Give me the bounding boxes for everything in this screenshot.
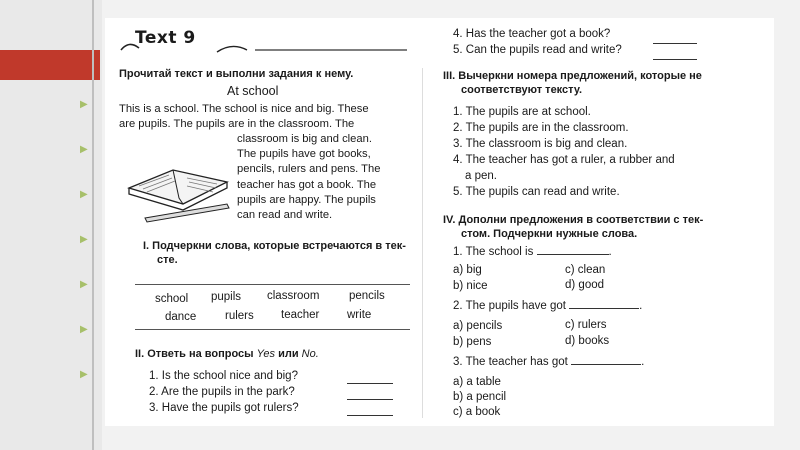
answer-option[interactable]: c) clean	[565, 264, 606, 276]
answer-option[interactable]: b) a pencil	[453, 391, 507, 403]
answer-blank[interactable]	[347, 414, 393, 416]
column-divider	[422, 68, 423, 418]
answer-blank[interactable]	[569, 307, 639, 309]
story-line: The pupils have got books,	[237, 148, 371, 161]
task2-heading: II. Ответь на вопросы Yes или No.	[135, 348, 319, 360]
word-option[interactable]: write	[347, 309, 372, 321]
answer-option[interactable]: d) good	[565, 279, 605, 291]
answer-blank[interactable]	[537, 253, 609, 255]
statement-item[interactable]: 3. The classroom is big and clean.	[453, 138, 628, 150]
answer-option[interactable]: d) books	[565, 335, 610, 347]
task4-heading-cont: стом. Подчеркни нужные слова.	[461, 228, 638, 240]
answer-blank[interactable]	[571, 363, 641, 365]
story-title: At school	[227, 84, 279, 98]
question-text: 4. Has the teacher got a book?	[453, 28, 611, 40]
word-option[interactable]: rulers	[225, 310, 254, 322]
story-line: classroom is big and clean.	[237, 133, 372, 145]
word-option[interactable]: teacher	[281, 309, 320, 321]
task3-heading-cont: соответствуют тексту.	[461, 84, 583, 96]
answer-blank[interactable]	[347, 382, 393, 384]
answer-option[interactable]: c) rulers	[565, 319, 607, 331]
question-text: 5. Can the pupils read and write?	[453, 44, 622, 56]
arrow-decoration-icon: ▶	[80, 324, 88, 335]
slide-accent-line	[92, 0, 94, 450]
word-option[interactable]: pencils	[349, 290, 385, 302]
story-line: pencils, rulers and pens. The	[237, 163, 381, 176]
question-text: 2. Are the pupils in the park?	[149, 386, 295, 398]
open-book-icon	[123, 148, 235, 226]
statement-item-cont: a pen.	[465, 170, 497, 182]
arrow-decoration-icon: ▶	[80, 99, 88, 110]
story-top-lines	[119, 102, 419, 132]
task4-heading: IV. Дополни предложения в соответствии с тек-	[443, 214, 704, 226]
answer-option[interactable]: a) a table	[453, 376, 501, 388]
arrow-decoration-icon: ▶	[80, 369, 88, 380]
completion-stem: 2. The pupils have got .	[453, 300, 643, 312]
answer-blank[interactable]	[653, 58, 697, 60]
task3-heading: III. Вычеркни номера предложений, которые не	[443, 70, 702, 82]
story-side-lines	[237, 132, 417, 223]
arrow-decoration-icon: ▶	[80, 279, 88, 290]
statement-item[interactable]: 2. The pupils are in the classroom.	[453, 122, 629, 134]
story-line: pupils are happy. The pupils	[237, 193, 376, 206]
arrow-decoration-icon: ▶	[80, 144, 88, 155]
word-option[interactable]: school	[155, 293, 189, 305]
statement-item[interactable]: 1. The pupils are at school.	[453, 106, 591, 118]
answer-option[interactable]: c) a book	[453, 406, 501, 418]
task1-heading-cont: сте.	[157, 254, 178, 266]
slide-accent-tab	[0, 50, 100, 80]
arrow-decoration-icon: ▶	[80, 234, 88, 245]
worksheet-title: Text 9	[135, 28, 196, 48]
instruction-text: Прочитай текст и выполни задания к нему.	[119, 68, 354, 80]
story-line: can read and write.	[237, 209, 333, 222]
answer-blank[interactable]	[653, 42, 697, 44]
question-text: 3. Have the pupils got rulers?	[149, 402, 299, 414]
statement-item[interactable]: 4. The teacher has got a ruler, a rubber and	[453, 154, 675, 166]
task1-heading: I. Подчеркни слова, которые встречаются в тек-	[143, 240, 406, 252]
statement-item[interactable]: 5. The pupils can read and write.	[453, 186, 620, 198]
worksheet-page	[105, 18, 774, 426]
completion-stem: 3. The teacher has got .	[453, 356, 645, 368]
question-text: 1. Is the school nice and big?	[149, 370, 298, 382]
answer-option[interactable]: a) big	[453, 264, 482, 276]
word-box	[135, 284, 410, 330]
word-option[interactable]: classroom	[267, 290, 320, 302]
answer-option[interactable]: b) nice	[453, 280, 488, 292]
answer-option[interactable]: b) pens	[453, 336, 492, 348]
arrow-decoration-icon: ▶	[80, 189, 88, 200]
story-line: teacher has got a book. The	[237, 178, 377, 191]
story-line: are pupils. The pupils are in the classroom. The	[119, 118, 355, 131]
answer-blank[interactable]	[347, 398, 393, 400]
word-option[interactable]: pupils	[211, 291, 242, 303]
story-line: This is a school. The school is nice and big. These	[119, 103, 369, 115]
answer-option[interactable]: a) pencils	[453, 320, 503, 332]
word-option[interactable]: dance	[165, 311, 197, 323]
completion-stem: 1. The school is .	[453, 246, 612, 258]
